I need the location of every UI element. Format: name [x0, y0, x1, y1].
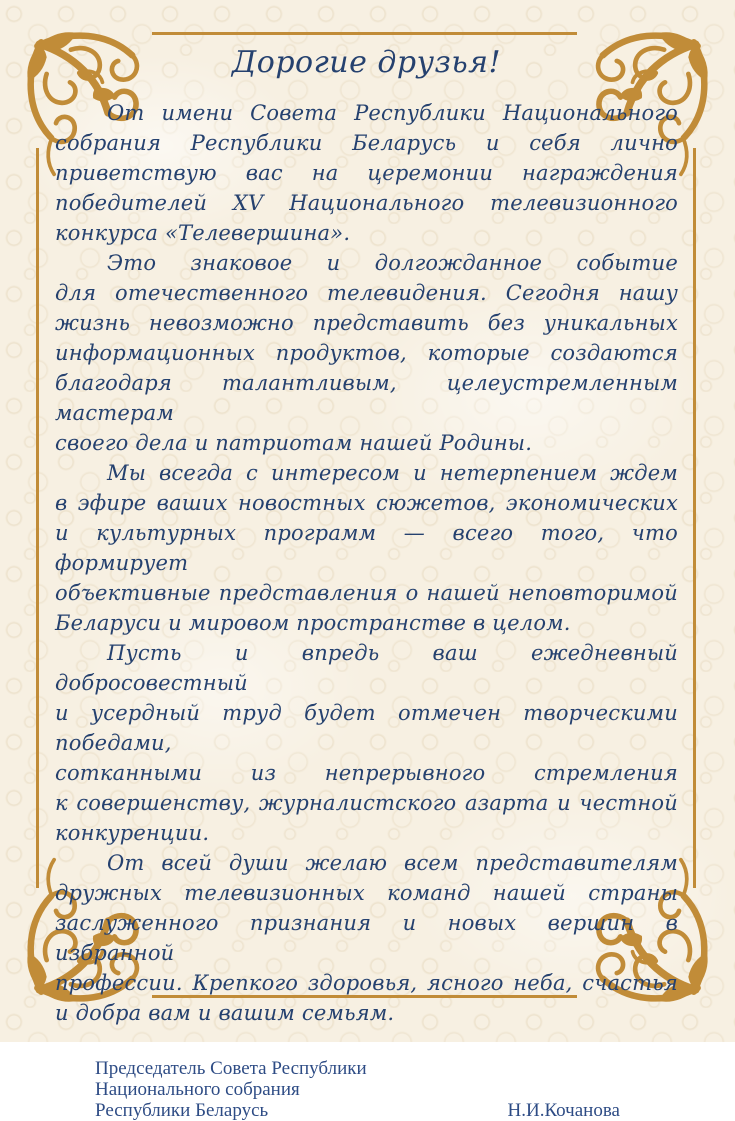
signature-name: Н.И.Кочанова [507, 1100, 620, 1121]
paragraph [55, 248, 678, 458]
text-line: собрания Республики Беларусь и себя лично [55, 131, 678, 155]
letter-body [55, 98, 678, 1028]
text-line: объективные представления о нашей неповторимой [55, 581, 678, 605]
text-line: От всей души желаю всем представителям [107, 851, 678, 875]
text-line: конкуренции. [55, 821, 210, 845]
text-line: Это знаковое и долгожданное событие [107, 251, 678, 275]
text-line: заслуженного признания и новых вершин в избранной [55, 911, 678, 965]
text-line: для отечественного телевидения. Сегодня нашу [55, 281, 678, 305]
signature-position-line: Национального собрания [95, 1079, 300, 1100]
left-border-rule [36, 148, 39, 888]
paragraph [55, 458, 678, 638]
text-line: Пусть и впредь ваш ежедневный добросовестный [55, 641, 678, 695]
text-line: и культурных программ — всего того, что формирует [55, 521, 678, 575]
text-line: сотканными из непрерывного стремления [55, 761, 678, 785]
signature-position-line: Председатель Совета Республики [95, 1058, 367, 1079]
paragraph [55, 638, 678, 848]
text-line: жизнь невозможно представить без уникальных [55, 311, 678, 335]
letter-title: Дорогие друзья! [231, 45, 502, 80]
text-line: профессии. Крепкого здоровья, ясного неба, счастья [55, 971, 678, 995]
text-line: своего дела и патриотам нашей Родины. [55, 431, 533, 455]
text-line: к совершенству, журналистского азарта и честной [55, 791, 678, 815]
letter-content [55, 44, 678, 1121]
text-line: победителей XV Национального телевизионного [55, 191, 678, 215]
text-line: в эфире ваших новостных сюжетов, экономических [55, 491, 678, 515]
text-line: информационных продуктов, которые создаются [55, 341, 678, 365]
top-border-rule [152, 32, 577, 35]
signature-position-line: Республики Беларусь [95, 1100, 269, 1121]
paragraph [55, 98, 678, 248]
text-line: благодаря талантливым, целеустремленным мастерам [55, 371, 678, 425]
right-border-rule [693, 148, 696, 888]
text-line: Беларуси и мировом пространстве в целом. [55, 611, 571, 635]
text-line: и усердный труд будет отмечен творческими победами, [55, 701, 678, 755]
text-line: приветствую вас на церемонии награждения [55, 161, 678, 185]
paragraph [55, 848, 678, 1028]
text-line: дружных телевизионных команд нашей страны [55, 881, 678, 905]
signature-position [95, 1058, 367, 1121]
signature-block [55, 1058, 678, 1121]
text-line: конкурса «Телевершина». [55, 221, 351, 245]
text-line: и добра вам и вашим семьям. [55, 1001, 395, 1025]
text-line: От имени Совета Республики Национального [107, 101, 678, 125]
text-line: Мы всегда с интересом и нетерпением ждем [107, 461, 678, 485]
